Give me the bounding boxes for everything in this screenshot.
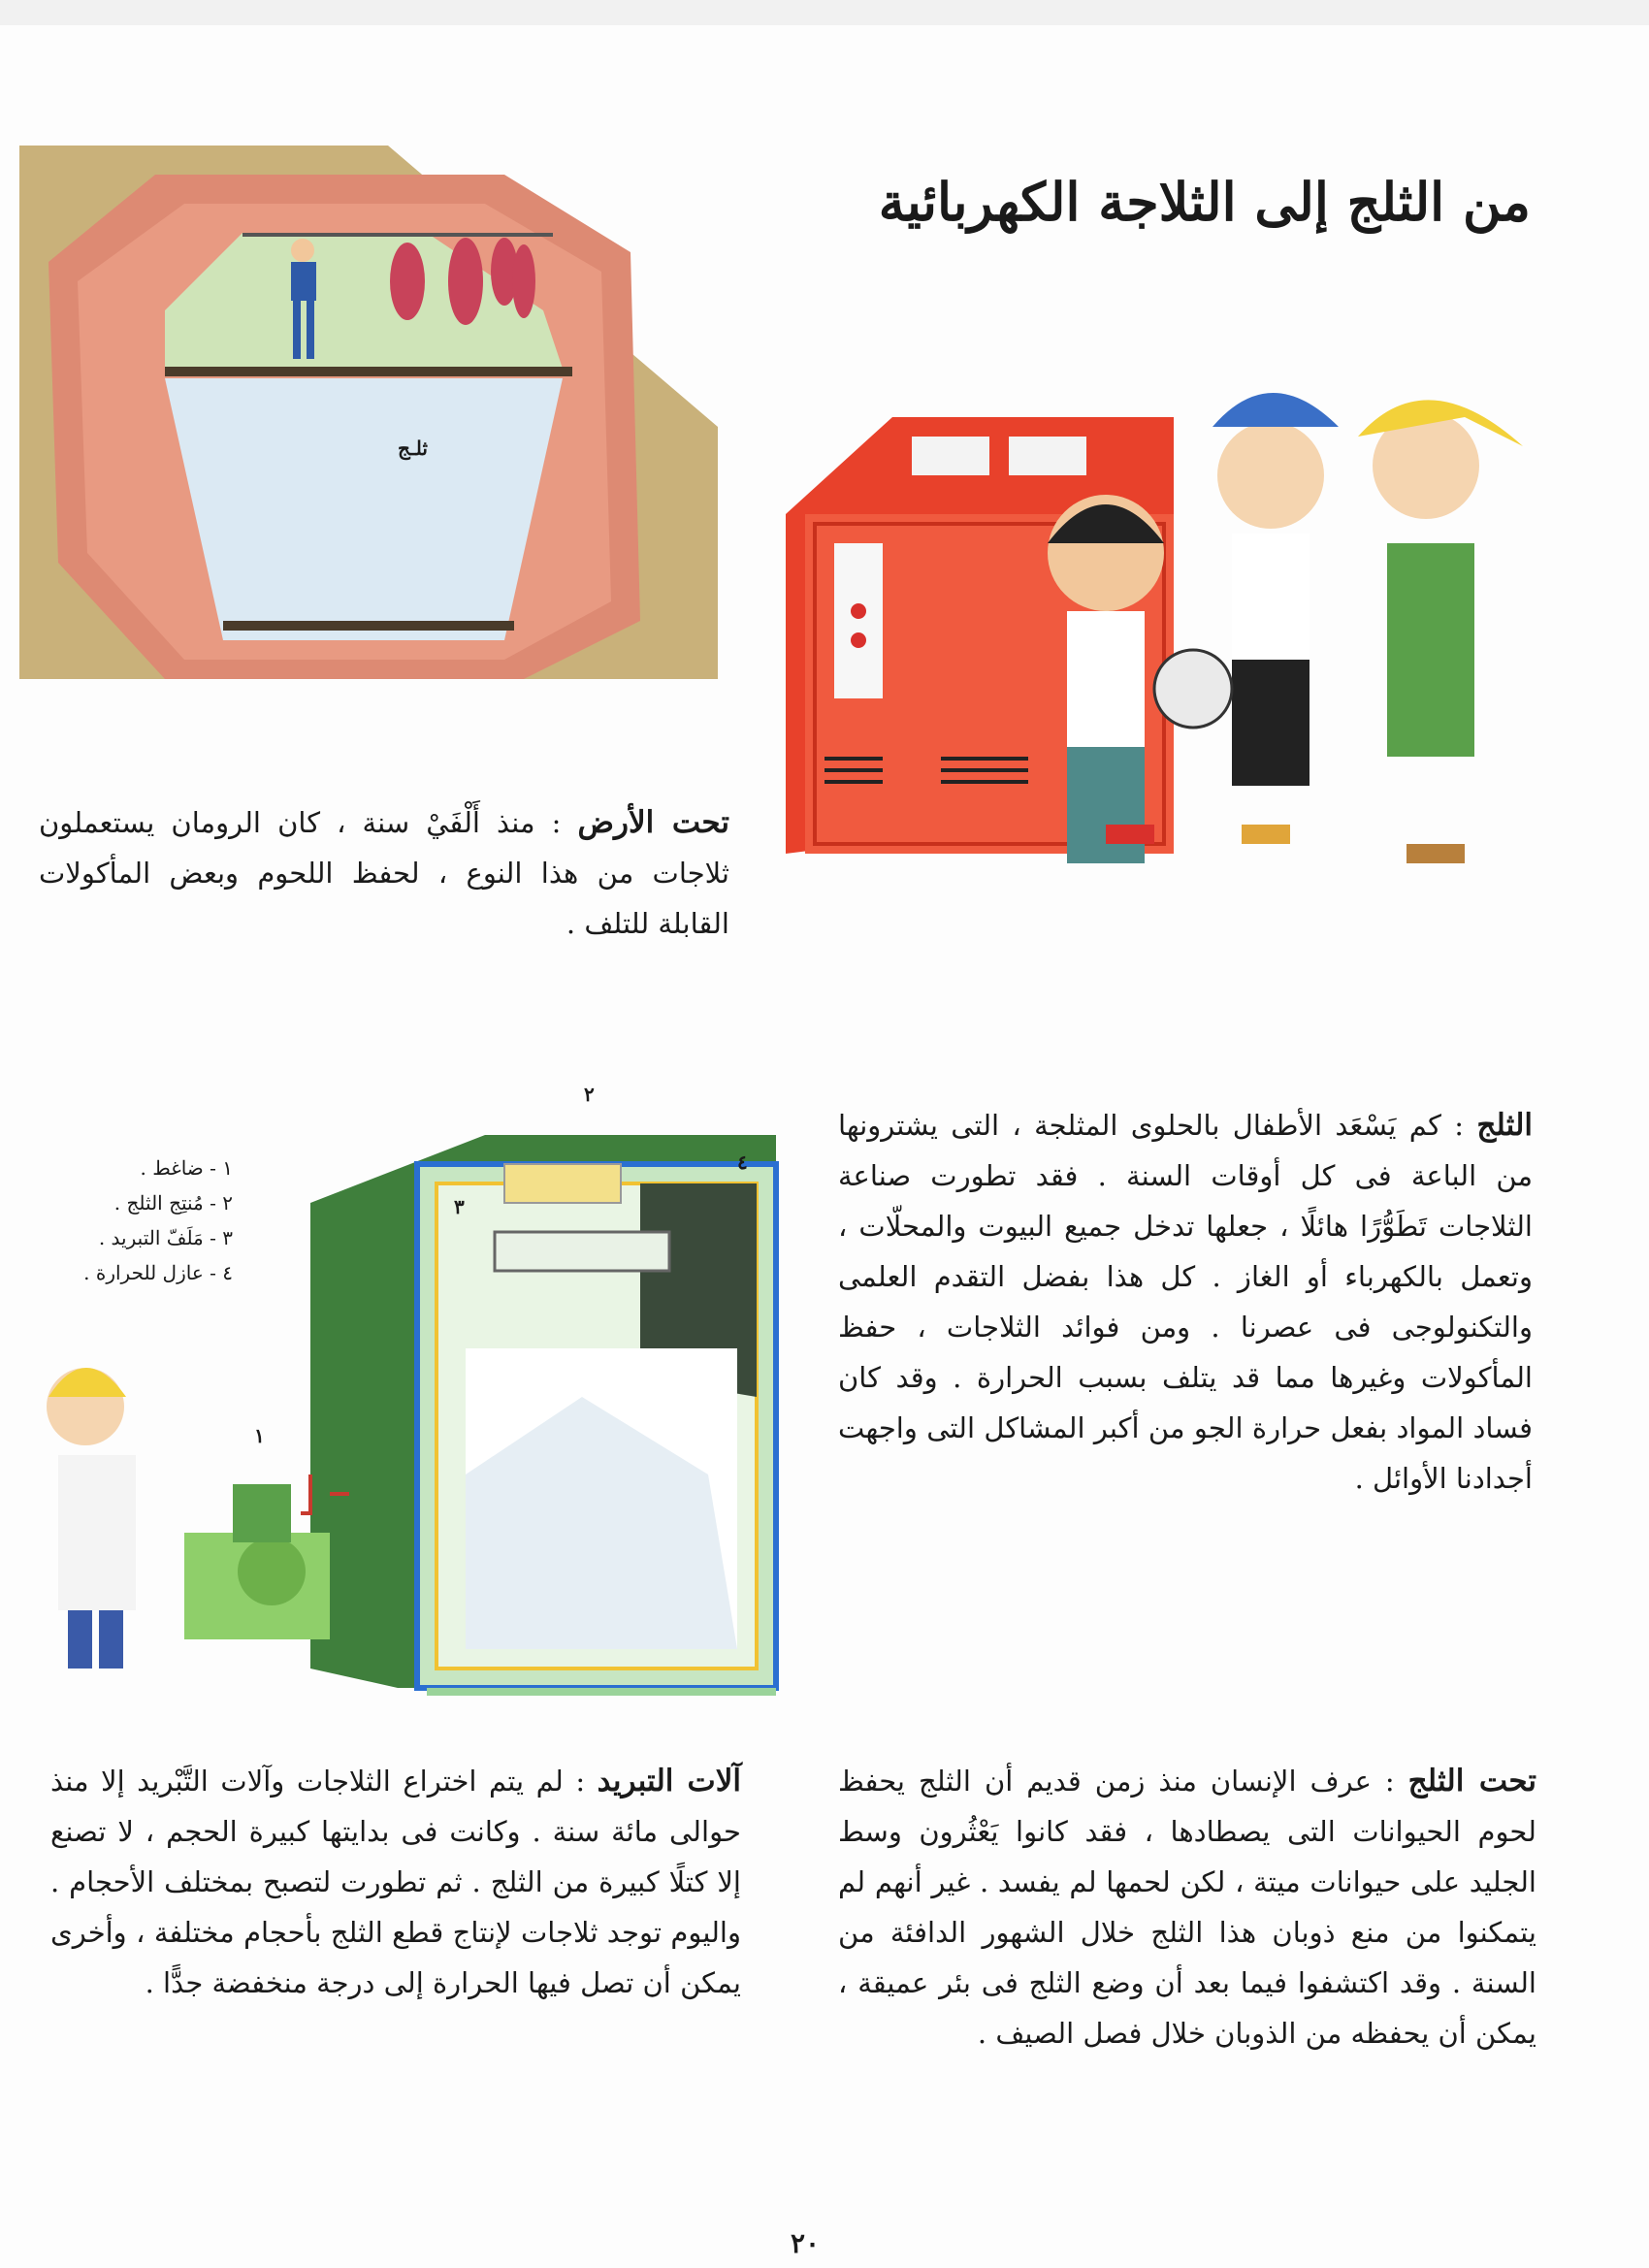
diagram-number-2: ٢ (584, 1083, 595, 1106)
under-ice-paragraph (838, 1756, 1536, 2058)
page-title: من الثلج إلى الثلاجة الكهربائية (878, 171, 1531, 233)
diagram-number-4: ٤ (737, 1150, 748, 1174)
ice-cream-freezer-illustration (786, 320, 1562, 922)
legend-item: ٣ - مَلَفّ التبريد . (98, 1226, 233, 1249)
machines-heading: آلات التبريد (597, 1764, 741, 1798)
underground-cellar-illustration (19, 136, 718, 698)
legend-item: ١ - ضاغط . (140, 1156, 233, 1180)
under-ice-heading: تحت الثلج (1407, 1764, 1537, 1798)
diagram-number-1: ١ (254, 1424, 265, 1447)
scan-edge (0, 0, 1649, 25)
underground-text: : منذ أَلْفَيْ سنة ، كان الرومان يستعملون ثلاجات من هذا النوع ، لحفظ اللحوم وبعض المأكولات القابلة للتلف . (39, 806, 729, 940)
under-ice-text: : عرف الإنسان منذ زمن قديم أن الثلج يحفظ لحوم الحيوانات التى يصطادها ، فقد كانوا يَعْثُرون وسط الجليد على حيوانات ميتة ، لكن لحمها لم يفسد . غير أنهم لم يتمكنوا من منع ذوبان هذا الثلج خلال الشهور الدافئة من السنة . وقد اكتشفوا فيما بعد أن وضع الثلج فى بئر عميقة ، يمكن أن يحفظه من الذوبان خلال فصل الصيف . (838, 1765, 1536, 2050)
legend-item: ٤ - عازل للحرارة . (83, 1261, 233, 1284)
ice-paragraph (838, 1100, 1533, 1504)
ice-text: : كم يَسْعَد الأطفال بالحلوى المثلجة ، التى يشترونها من الباعة فى كل أوقات السنة . فقد تطورت صناعة الثلاجات تَطَوُّرًا هائلًا ، جعلها تدخل جميع البيوت والمحلّات ، وتعمل بالكهرباء أو الغاز . كل هذا بفضل التقدم العلمى والتكنولوجى فى عصرنا . ومن فوائد الثلاجات ، حفظ المأكولات وغيرها مما قد يتلف بسبب الحرارة . وقد كان فساد المواد بفعل حرارة الجو من أكبر المشاكل التى واجهت أجدادنا الأوائل . (838, 1109, 1533, 1495)
legend-item: ٢ - مُنتِج الثلج . (113, 1191, 233, 1215)
underground-heading: تحت الأرض (577, 805, 729, 840)
ice-heading: الثلج (1476, 1108, 1533, 1143)
machines-text: : لم يتم اختراع الثلاجات وآلات التَّبْريد إلا منذ حوالى مائة سنة . وكانت فى بدايتها كبيرة الحجم ، لا تصنع إلا كتلًا كبيرة من الثلج . ثم تطورت لتصبح بمختلف الأحجام . واليوم توجد ثلاجات لإنتاج قطع الثلج بأحجام مختلفة ، وأخرى يمكن أن تصل فيها الحرارة إلى درجة منخفضة جدًّا . (50, 1765, 741, 1999)
underground-paragraph (39, 797, 729, 949)
ice-label: ثلـج (398, 437, 428, 460)
machines-paragraph (50, 1756, 741, 2008)
page-number: ٢٠ (790, 2227, 821, 2259)
diagram-number-3: ٣ (454, 1195, 465, 1218)
diagram-legend (39, 1150, 233, 1290)
